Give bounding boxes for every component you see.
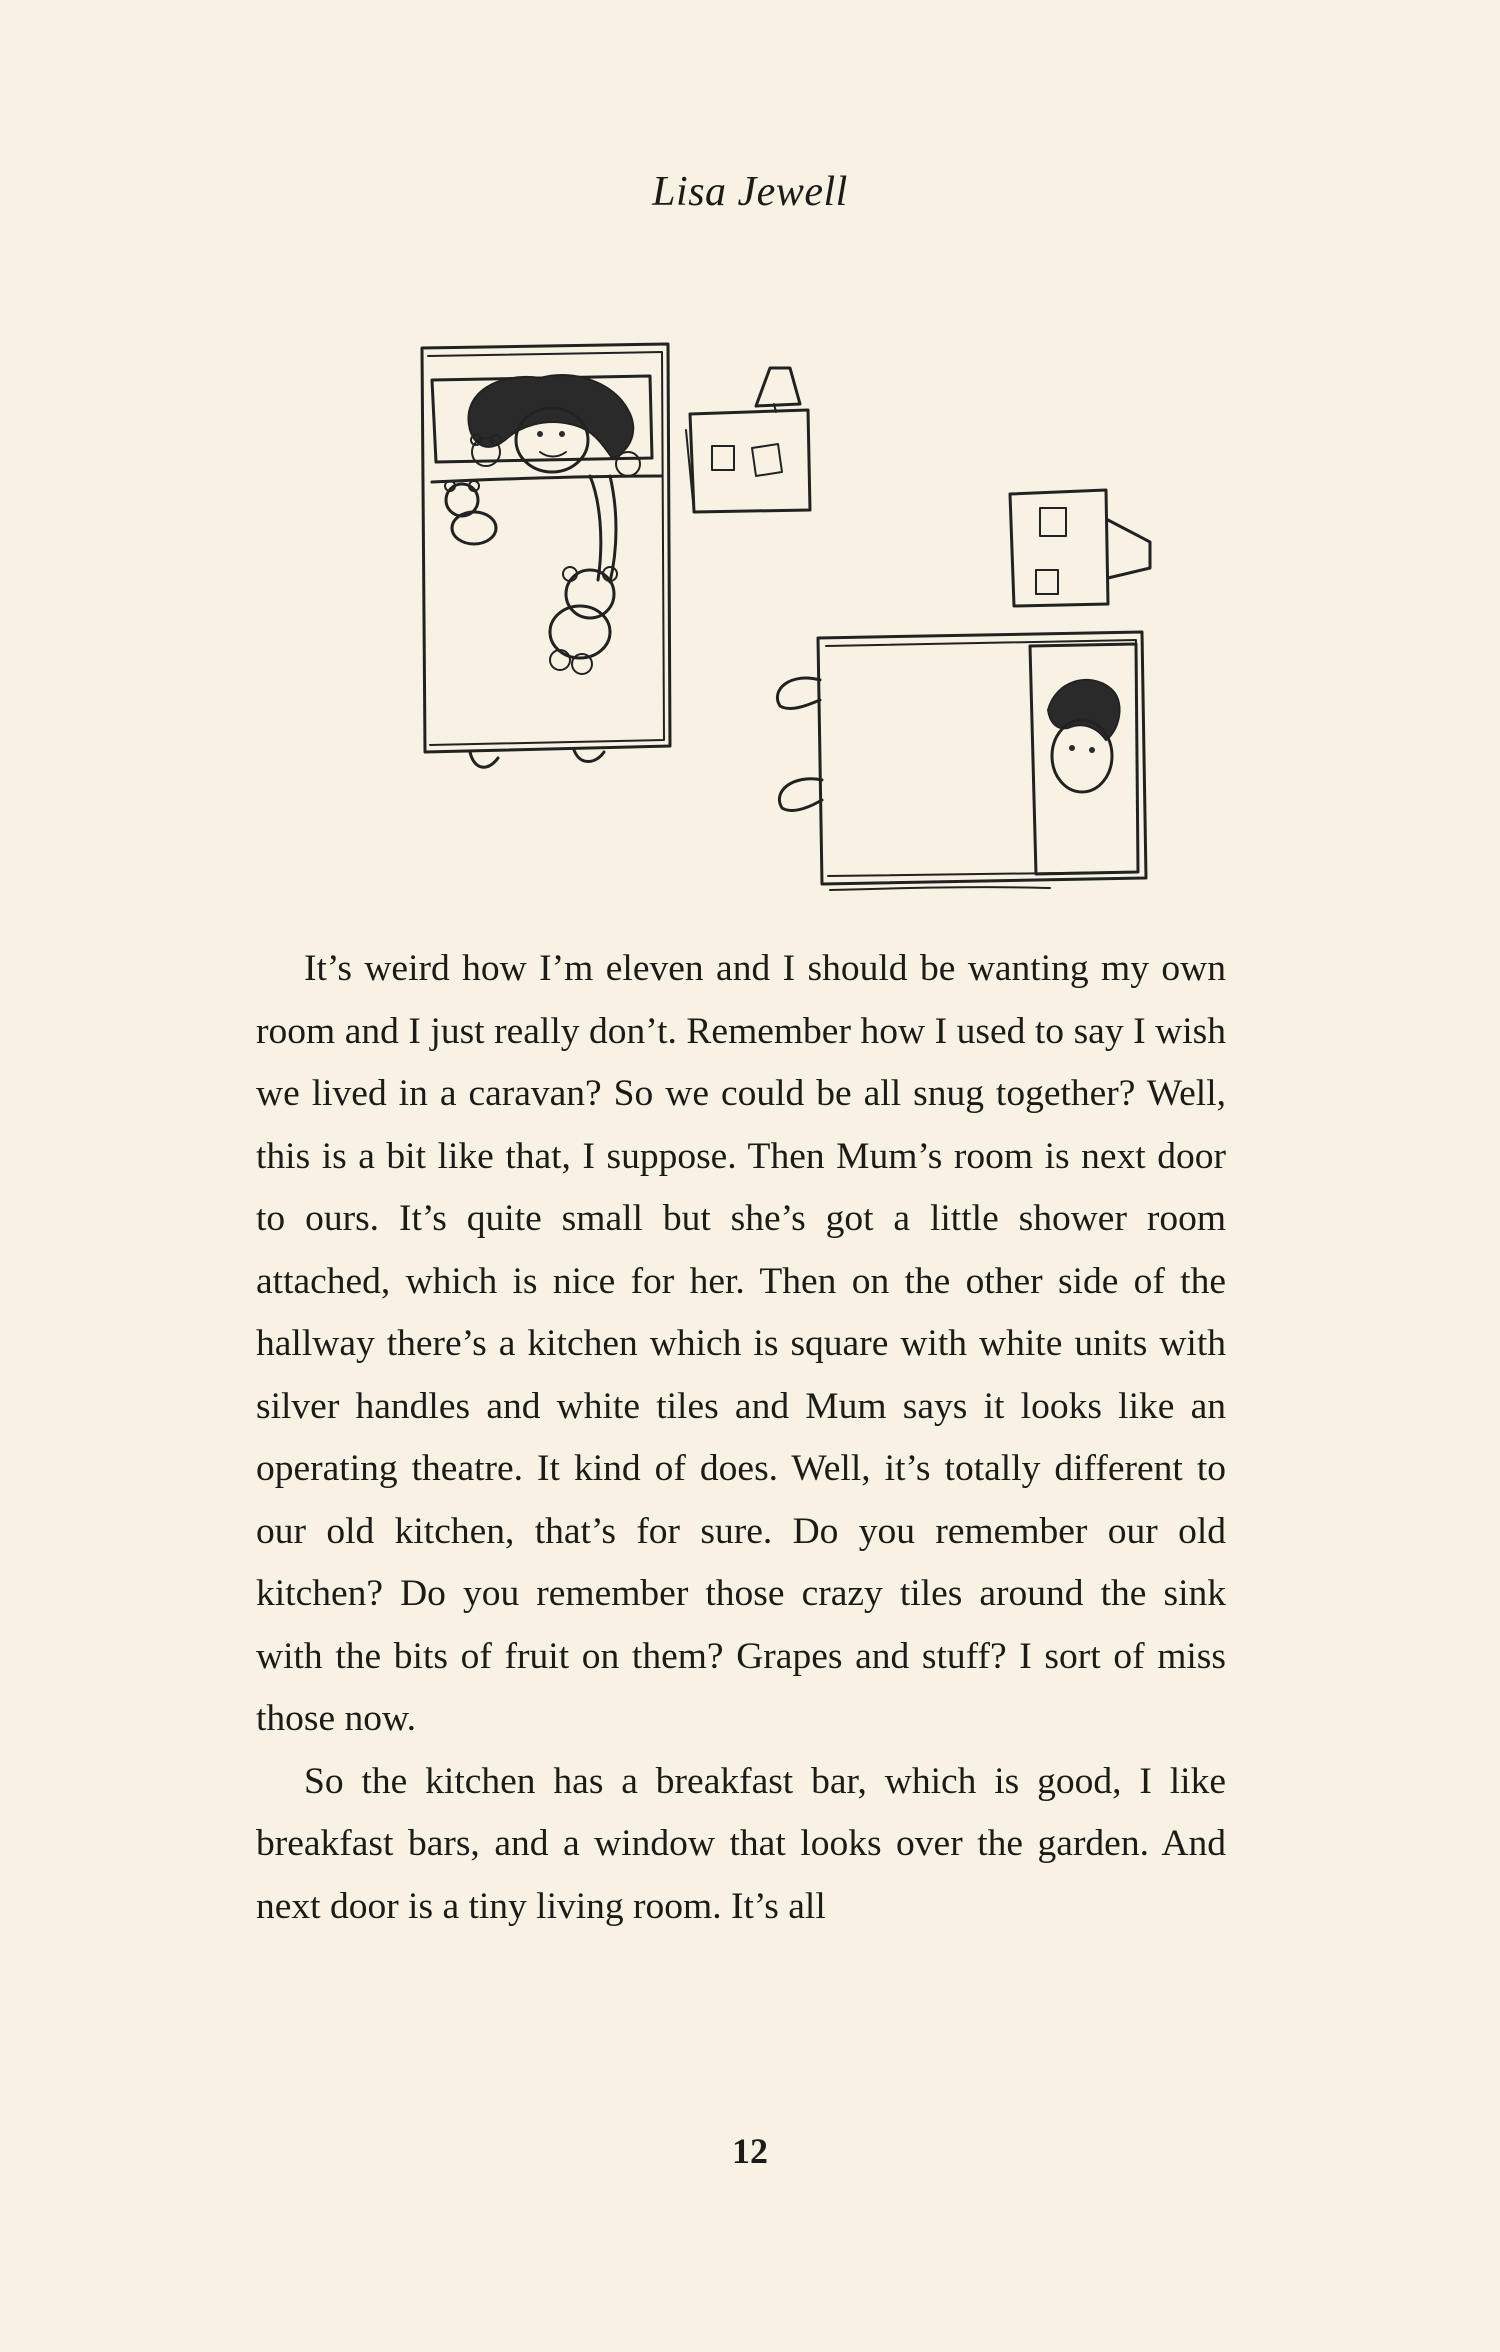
running-head-author: Lisa Jewell [652,169,848,215]
body-text [256,938,1226,1938]
page-number: 12 [732,2131,768,2171]
right-bed-drawing [777,632,1146,890]
paragraph: So the kitchen has a breakfast bar, which is good, I like breakfast bars, and a window that looks over the garden. And next door is a tiny living room. It’s all [256,1760,1226,1927]
bedroom-sketch-illustration [0,0,1500,940]
paragraph: It’s weird how I’m eleven and I should be wanting my own room and I just really don’t. Remember how I used to say I wish we lived in a caravan? So we could be all snug together? Well, this is a bit like that, I suppose. Then Mum’s room is next door to ours. It’s quite small but she’s got a little shower room attached, which is nice for her. Then on the other side of the hallway there’s a kitchen which is square with white units with silver handles and white tiles and Mum says it looks like an operating theatre. It kind of does. Well, it’s totally different to our old kitchen, that’s for sure. Do you remember our old kitchen? Do you remember those crazy tiles around the sink with the bits of fruit on them? Grapes and stuff? I sort of miss those now. [256,948,1226,1739]
left-bed-drawing [422,344,670,767]
small-desk-drawing [1010,490,1150,606]
bedside-table-drawing [686,368,810,512]
